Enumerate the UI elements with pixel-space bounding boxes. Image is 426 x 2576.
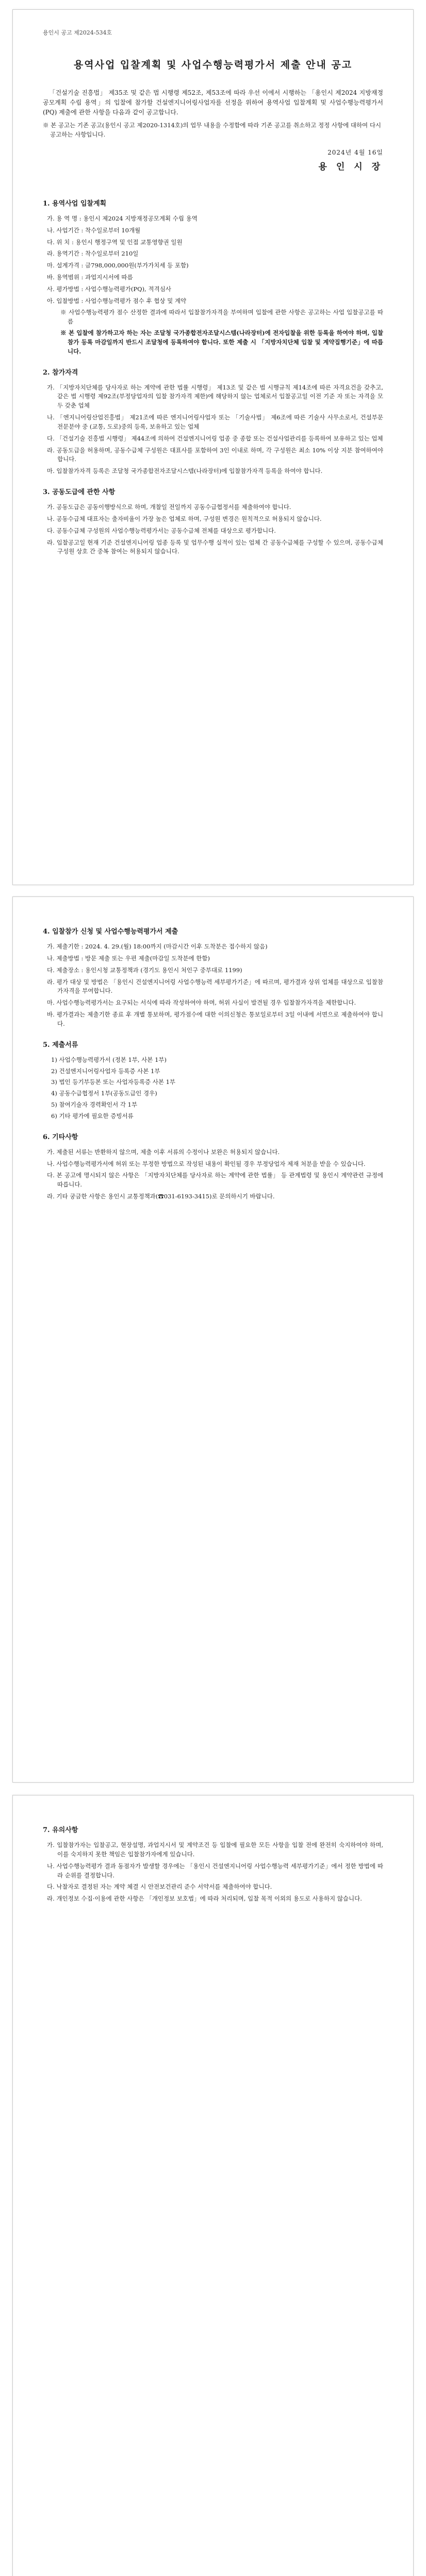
section-item: 마. 설계가격 : 금798,000,000원(부가가치세 등 포함) (47, 262, 189, 269)
section-item: 사. 평가방법 : 사업수행능력평가(PQ), 적격심사 (47, 285, 171, 293)
section-item: 나. 사업기간 : 착수일로부터 10개월 (47, 226, 141, 234)
announcement-date: 2024년 4월 16일 (327, 148, 383, 156)
document-page-3 (12, 1795, 414, 2576)
section-item: 가. 용 역 명 : 용인시 제2024 지방재정공모계획 수립 용역 (47, 214, 198, 222)
section-item: 라. 기타 궁금한 사항은 용인시 교통정책과(☎031-6193-3415)로 문의하시기 바랍니다. (47, 1193, 275, 1200)
section-note: ※ 사업수행능력평가 점수 산정한 결과에 따라서 입찰참가자격을 부여하며 입찰에 관한 사항은 공고하는 사업 입찰공고를 따름 (60, 309, 383, 326)
section-item: 다. 낙찰자로 결정된 자는 계약 체결 시 안전보건관리 준수 서약서를 제출하여야 합니다. (47, 1883, 272, 1891)
section-heading: 4. 입찰참가 신청 및 사업수행능력평가서 제출 (43, 928, 178, 936)
section-item: 다. 본 공고에 명시되지 않은 사항은 「지방자치단체를 당사자로 하는 계약에 관한 법률」 등 관계법령 및 용인시 계약관련 규정에 따릅니다. (47, 1172, 383, 1189)
section-item: 나. 제출방법 : 방문 제출 또는 우편 제출(마감일 도착분에 한함) (47, 954, 210, 962)
section-heading: 7. 유의사항 (43, 1826, 78, 1834)
intro-paragraph: 「건설기술 진흥법」 제35조 및 같은 법 시행령 제52조, 제53조에 따라 우선 이에서 시행하는 「용인시 제2024 지방재정공모계획 수립 용역」의 입찰에 참가할 건설엔지니어링사업자를 선정을 위하여 용역사업 입찰계획 및 사업수행능력평가서(PQ) 제출에 관한 사항을 다음과 같이 공고합니다. (43, 89, 383, 116)
section-item: 라. 입찰공고일 현재 기준 건설엔지니어링 업종 등록 및 업무수행 실적이 있는 업체 간 공동수급체를 구성할 수 있으며, 공동수급체 구성원 상호 간 중복 참여는 허용되지 않습니다. (47, 538, 383, 555)
section-heading: 5. 제출서류 (43, 1041, 78, 1049)
section-item: 바. 평가결과는 제출기한 종료 후 개별 통보하며, 평가점수에 대한 이의신청은 통보일로부터 3일 이내에 서면으로 제출하여야 합니다. (47, 1011, 383, 1027)
section-item: 다. 공동수급체 구성원의 사업수행능력평가서는 공동수급체 전체를 대상으로 평가합니다. (47, 527, 276, 534)
submission-item: 3) 법인 등기부등본 또는 사업자등록증 사본 1부 (51, 1078, 176, 1086)
section-note: ※ 본 입찰에 참가하고자 하는 자는 조달청 국가종합전자조달시스템(나라장터)에 전자입찰을 위한 등록을 하여야 하며, 입찰참가 등록 마감일까지 반드시 조달청에 등록하여야 합니다. 또한 제출 시 「지방자치단체 입찰 및 계약집행기준」에 따릅니다. (60, 329, 383, 355)
document-page-2 (12, 896, 414, 1783)
section-item: 나. 「엔지니어링산업진흥법」 제21조에 따른 엔지니어링사업자 또는 「기술사법」 제6조에 따른 기술사 사무소로서, 건설부문 전문분야 중 (교통, 도로)중의 등록, 보유하고 있는 업체 (47, 414, 383, 430)
section-item: 다. 「건설기술 진흥법 시행령」 제44조에 의하여 건설엔지니어링 업종 중 종합 또는 건설사업관리를 등록하여 보유하고 있는 업체 (47, 434, 383, 442)
section-heading: 3. 공동도급에 관한 사항 (43, 488, 116, 496)
section-item: 가. 제출된 서류는 반환하지 않으며, 제출 이후 서류의 수정이나 보완은 허용되지 않습니다. (47, 1148, 280, 1156)
signer: 용 인 시 장 (318, 162, 383, 173)
section-item: 라. 용역기간 : 착수일로부터 210일 (47, 250, 139, 258)
section-item: 가. 「지방자치단체를 당사자로 하는 계약에 관한 법률 시행령」 제13조 및 같은 법 시행규칙 제14조에 따른 자격요건을 갖추고, 같은 법 시행령 제92조(부정당업자의 입찰 참가자격 제한)에 해당하지 않는 업체로서 입찰공고일 이전 기준 자 또는 자격을 모두 갖춘 업체 (47, 383, 383, 410)
submission-item: 6) 기타 평가에 필요한 증빙서류 (51, 1112, 134, 1120)
section-item: 가. 공동도급은 공동이행방식으로 하며, 개찰일 전일까지 공동수급협정서를 제출하여야 합니다. (47, 503, 291, 511)
section-item: 나. 사업수행능력평가 결과 동점자가 발생할 경우에는 「용인시 건설엔지니어링 사업수행능력 세부평가기준」에서 정한 방법에 따라 순위를 결정합니다. (47, 1862, 383, 1879)
section-item: 라. 개인정보 수집·이용에 관한 사항은 「개인정보 보호법」에 따라 처리되며, 입찰 목적 이외의 용도로 사용하지 않습니다. (47, 1895, 362, 1903)
section-item: 마. 사업수행능력평가서는 요구되는 서식에 따라 작성하여야 하며, 허위 사실이 발견될 경우 입찰참가자격을 제한합니다. (47, 999, 356, 1007)
section-item: 나. 사업수행능력평가서에 허위 또는 부정한 방법으로 작성된 내용이 확인될 경우 부정당업자 제재 처분을 받을 수 있습니다. (47, 1160, 366, 1167)
document-number: 용인시 공고 제2024-534호 (43, 29, 112, 36)
section-item: 마. 입찰참가자격 등록은 조달청 국가종합전자조달시스템(나라장터)에 입찰참가자격 등록을 하여야 합니다. (47, 467, 323, 475)
submission-item: 4) 공동수급협정서 1부(공동도급인 경우) (51, 1090, 157, 1097)
document-page-1 (12, 9, 414, 885)
section-item: 가. 입찰참가자는 입찰공고, 현장설명, 과업지시서 및 계약조건 등 입찰에 필요한 모든 사항을 입찰 전에 완전히 숙지하여야 하며, 이를 숙지하지 못한 책임은 입찰참가자에게 있습니다. (47, 1841, 383, 1858)
section-heading: 6. 기타사항 (43, 1133, 78, 1141)
submission-item: 5) 참여기술자 경력확인서 각 1부 (51, 1101, 138, 1109)
section-item: 다. 제출장소 : 용인시청 교통정책과 (경기도 용인시 처인구 중부대로 1199) (47, 966, 242, 974)
section-item: 나. 공동수급체 대표자는 출자비율이 가장 높은 업체로 하며, 구성원 변경은 원칙적으로 허용되지 않습니다. (47, 515, 322, 522)
intro-note: ※ 본 공고는 기존 공고(용인시 공고 제2020-1314호)의 업무 내용을 수정함에 따라 기존 공고를 취소하고 정정 사항에 대하여 다시 공고하는 사항입니다. (43, 122, 382, 139)
submission-item: 2) 건설엔지니어링사업자 등록증 사본 1부 (51, 1067, 160, 1075)
section-item: 바. 용역범위 : 과업지시서에 따름 (47, 274, 133, 281)
document-title: 용역사업 입찰계획 및 사업수행능력평가서 제출 안내 공고 (73, 59, 353, 71)
submission-item: 1) 사업수행능력평가서 (정본 1부, 사본 1부) (51, 1056, 167, 1063)
section-item: 다. 위 치 : 용인시 행정구역 및 인접 교통영향권 일원 (47, 238, 183, 246)
section-item: 가. 제출기한 : 2024. 4. 29.(월) 18:00까지 (마감시간 이후 도착분은 접수하지 않음) (47, 943, 268, 951)
section-item: 라. 평가 대상 및 방법은 「용인시 건설엔지니어링 사업수행능력 세부평가기준」에 따르며, 평가결과 상위 업체를 대상으로 입찰참가자격을 부여합니다. (47, 978, 383, 995)
section-item: 라. 공동도급을 허용하며, 공동수급체 구성원은 대표사를 포함하여 3인 이내로 하며, 각 구성원은 최소 10% 이상 지분 참여하여야 합니다. (47, 446, 383, 463)
section-item: 아. 입찰방법 : 사업수행능력평가 점수 후 협상 및 계약 (47, 297, 187, 304)
section-heading: 2. 참가자격 (43, 368, 78, 377)
section-heading: 1. 용역사업 입찰계획 (43, 199, 107, 208)
